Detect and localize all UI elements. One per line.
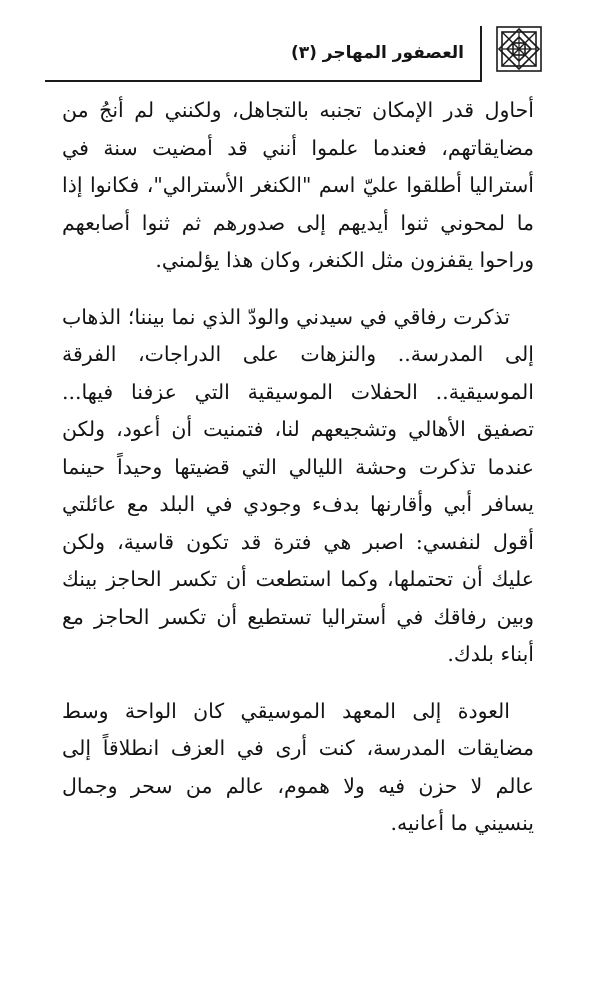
header-horizontal-rule: [45, 80, 482, 82]
running-header-title: العصفور المهاجر (٣): [290, 43, 464, 63]
paragraph-1: أحاول قدر الإمكان تجنبه بالتجاهل، ولكنني لم أنجُ من مضايقاتهم، فعندما علموا أنني قد أمضيت سنة في أستراليا أطلقوا عليّ اسم "الكنغر الأسترالي"، فكانوا إذا ما لمحوني ثنوا أيديهم إلى صدورهم ثم ثنوا أصابعهم وراحوا يقفزون مثل الكنغر، وكان هذا يؤلمني.: [62, 98, 534, 272]
geometric-ornament-icon: [496, 26, 542, 72]
body-text: [62, 92, 534, 862]
header-vertical-rule: [480, 26, 482, 82]
paragraph-3: العودة إلى المعهد الموسيقي كان الواحة وسط مضايقات المدرسة، كنت أرى في العزف انطلاقاً إلى عالم لا حزن فيه ولا هموم، عالم من سحر وجمال ينسيني ما أعانيه.: [62, 698, 534, 835]
page-header: [45, 26, 550, 82]
paragraph-2: تذكرت رفاقي في سيدني والودّ الذي نما بيننا؛ الذهاب إلى المدرسة.. والنزهات على الدراجات، الفرقة الموسيقية.. الحفلات الموسيقية التي عزفنا فيها... تصفيق الأهالي وتشجيعهم لنا، فتمنيت أن أعود، ولكن عندما تذكرت وحشة الليالي التي قضيتها وحيداً حينما يسافر أبي وأقارنها بدفء وجودي في البلد مع عائلتي أقول لنفسي: اصبر هي فترة قد تكون قاسية، ولكن عليك أن تحتملها، وكما استطعت أن تكسر الحاجز بينك وبين رفاقك في أستراليا تستطيع أن تكسر الحاجز مع أبناء بلدك.: [62, 304, 534, 666]
